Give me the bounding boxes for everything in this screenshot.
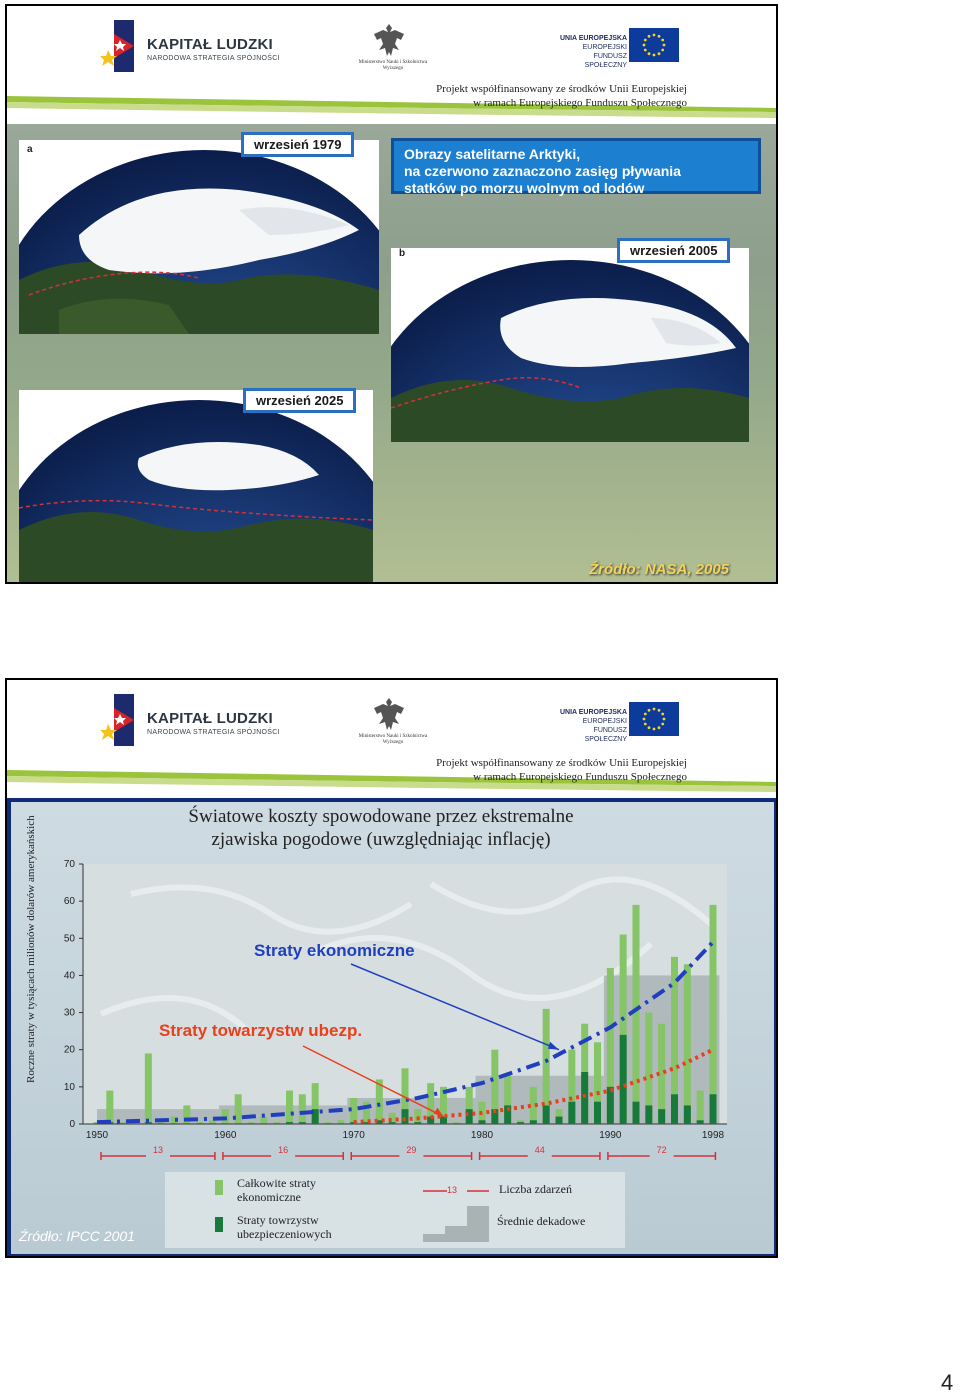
kl-title: KAPITAŁ LUDZKI — [147, 710, 273, 727]
y-tick-label: 40 — [63, 970, 75, 982]
globe-1979-image — [19, 140, 379, 334]
bar-insured — [710, 1094, 717, 1124]
kl-subtitle: NARODOWA STRATEGIA SPÓJNOŚCI — [147, 729, 280, 736]
event-count-label: 16 — [278, 1145, 289, 1155]
bar-insured — [530, 1120, 537, 1124]
project-line2: w ramach Europejskiego Funduszu Społecznego — [473, 771, 687, 783]
bar-insured — [684, 1105, 691, 1124]
bar-insured — [119, 1123, 126, 1124]
bar-insured — [479, 1120, 486, 1124]
chart-ylabel: Roczne straty w tysiącach milionów dolarów amerykańskich — [25, 815, 37, 1083]
bar-total — [697, 1091, 704, 1124]
ministry-label: Ministerstwo Nauki i Szkolnictwa Wyższego — [358, 734, 428, 745]
legend-swatch-total — [215, 1180, 223, 1195]
bar-insured — [607, 1087, 614, 1124]
x-tick-label: 1998 — [701, 1130, 725, 1141]
header-banner-2 — [7, 680, 776, 800]
annotation-economic: Straty ekonomiczne — [254, 941, 415, 960]
eu-line2: EUROPEJSKI — [582, 44, 627, 51]
project-funding-note — [387, 756, 687, 784]
x-tick-label: 1970 — [342, 1130, 365, 1141]
bar-insured — [171, 1123, 178, 1124]
bar-insured — [556, 1117, 563, 1124]
event-count-label: 44 — [534, 1145, 545, 1155]
header-banner — [7, 6, 776, 126]
legend-events: Liczba zdarzeń — [499, 1182, 572, 1196]
bar-insured — [235, 1123, 242, 1124]
project-line1: Projekt współfinansowany ze środków Unii Europejskiej — [436, 83, 687, 95]
bar-total — [684, 964, 691, 1124]
ministry-label: Ministerstwo Nauki i Szkolnictwa Wyższego — [358, 60, 428, 71]
chart-frame — [7, 798, 778, 1258]
bar-insured — [402, 1109, 409, 1124]
bar-insured — [633, 1102, 640, 1124]
chart-title — [111, 805, 651, 851]
eu-label — [552, 708, 627, 744]
eu-line2: EUROPEJSKI — [582, 718, 627, 725]
chart-title-line2: zjawiska pogodowe (uwzględniając inflację) — [211, 829, 551, 850]
legend-insured-line2: ubezpieczeniowych — [237, 1227, 332, 1241]
bar-insured — [414, 1122, 421, 1124]
chart-legend — [165, 1172, 625, 1248]
legend-total-line1: Całkowite straty — [237, 1176, 316, 1190]
x-tick-label: 1980 — [470, 1130, 494, 1141]
bar-insured — [299, 1122, 306, 1124]
bar-insured — [286, 1122, 293, 1124]
bar-insured — [594, 1102, 601, 1124]
bar-insured — [196, 1123, 203, 1124]
x-tick-label: 1950 — [85, 1130, 109, 1141]
legend-decadal-swatch — [423, 1206, 489, 1242]
bar-insured — [222, 1123, 229, 1124]
page-number: 4 — [941, 1370, 954, 1395]
eu-label — [552, 34, 627, 70]
bar-insured — [183, 1123, 190, 1124]
arctic-note-box — [391, 138, 761, 194]
legend-swatch-insured — [215, 1217, 223, 1232]
source-ipcc: Źródło: IPCC 2001 — [19, 1228, 135, 1244]
date-1979-label: wrzesień 1979 — [241, 132, 354, 157]
date-2025-label: wrzesień 2025 — [243, 388, 356, 413]
globe-2005 — [391, 248, 749, 442]
kl-subtitle: NARODOWA STRATEGIA SPÓJNOŚCI — [147, 55, 280, 62]
bar-insured — [645, 1105, 652, 1124]
panel-letter-a: a — [27, 144, 33, 155]
legend-events-num: 13 — [447, 1185, 458, 1195]
eu-line1: UNIA EUROPEJSKA — [559, 35, 627, 42]
globe-1979 — [19, 140, 379, 334]
bar-insured — [568, 1102, 575, 1124]
eagle-emblem-icon — [371, 694, 407, 734]
bar-total — [299, 1094, 306, 1124]
event-count-label: 13 — [152, 1145, 163, 1155]
y-tick-label: 60 — [63, 896, 75, 908]
bar-insured — [453, 1123, 460, 1124]
legend-insured-line1: Straty towrzystw — [237, 1213, 319, 1227]
kl-title: KAPITAŁ LUDZKI — [147, 36, 273, 53]
source-nasa: Źródło: NASA, 2005 — [589, 561, 730, 578]
bar-total — [286, 1091, 293, 1124]
bar-insured — [697, 1120, 704, 1124]
note-line1: Obrazy satelitarne Arktyki, — [404, 146, 581, 162]
bar-total — [710, 905, 717, 1124]
bar-total — [633, 905, 640, 1124]
panel-letter-b: b — [399, 248, 406, 259]
arctic-content — [7, 124, 778, 584]
globe-2005-image — [391, 248, 749, 442]
y-tick-label: 50 — [63, 933, 75, 945]
y-tick-label: 70 — [63, 859, 75, 870]
bar-insured — [658, 1109, 665, 1124]
kapital-ludzki-logo-icon — [100, 694, 140, 746]
y-tick-label: 20 — [63, 1044, 75, 1056]
bar-insured — [209, 1123, 216, 1124]
bar-insured — [517, 1122, 524, 1124]
note-line2: na czerwono zaznaczono zasięg pływania — [404, 163, 681, 179]
project-line2: w ramach Europejskiego Funduszu Społecznego — [473, 97, 687, 109]
chart-title-line1: Światowe koszty spowodowane przez ekstremalne — [188, 806, 574, 827]
slide-arctic — [5, 4, 778, 584]
bar-insured — [132, 1123, 139, 1124]
bar-insured — [389, 1122, 396, 1124]
slide-costs — [5, 678, 778, 1258]
eu-flag-icon — [629, 28, 679, 62]
eagle-emblem-icon — [371, 20, 407, 60]
eu-line3: FUNDUSZ SPOŁECZNY — [584, 53, 627, 69]
date-2005-label: wrzesień 2005 — [617, 238, 730, 263]
bar-insured — [248, 1123, 255, 1124]
x-tick-label: 1990 — [599, 1130, 622, 1141]
bar-insured — [158, 1123, 165, 1124]
eu-line1: UNIA EUROPEJSKA — [559, 709, 627, 716]
legend-decadal: Średnie dekadowe — [497, 1214, 586, 1228]
bar-insured — [260, 1123, 267, 1124]
legend-total — [237, 1176, 316, 1204]
eu-flag-icon — [629, 702, 679, 736]
bar-insured — [543, 1105, 550, 1124]
globe-2025-image — [19, 390, 373, 582]
bar-total — [260, 1117, 267, 1124]
globe-2025 — [19, 390, 373, 582]
bar-insured — [466, 1109, 473, 1124]
y-tick-label: 0 — [69, 1119, 75, 1130]
project-line1: Projekt współfinansowany ze środków Unii Europejskiej — [436, 757, 687, 769]
bar-insured — [581, 1072, 588, 1124]
x-tick-label: 1960 — [214, 1130, 237, 1141]
bar-total — [106, 1091, 113, 1124]
legend-events-mark — [423, 1184, 493, 1198]
bar-insured — [337, 1123, 344, 1124]
eu-line3: FUNDUSZ SPOŁECZNY — [584, 727, 627, 743]
bar-total — [145, 1053, 152, 1124]
note-line3: statków po morzu wolnym od lodów — [404, 180, 645, 196]
kapital-ludzki-logo-icon — [100, 20, 140, 72]
legend-total-line2: ekonomiczne — [237, 1190, 301, 1204]
event-count-label: 72 — [656, 1145, 667, 1155]
bar-insured — [325, 1123, 332, 1124]
event-count-label: 29 — [406, 1145, 417, 1155]
bar-insured — [671, 1094, 678, 1124]
project-funding-note — [387, 82, 687, 110]
annotation-insured: Straty towarzystw ubezp. — [159, 1021, 363, 1040]
chart-panel — [11, 802, 774, 1254]
y-tick-label: 10 — [63, 1081, 75, 1093]
bar-insured — [620, 1035, 627, 1124]
y-tick-label: 30 — [63, 1007, 75, 1019]
bar-insured — [273, 1123, 280, 1124]
legend-insured — [237, 1213, 332, 1241]
